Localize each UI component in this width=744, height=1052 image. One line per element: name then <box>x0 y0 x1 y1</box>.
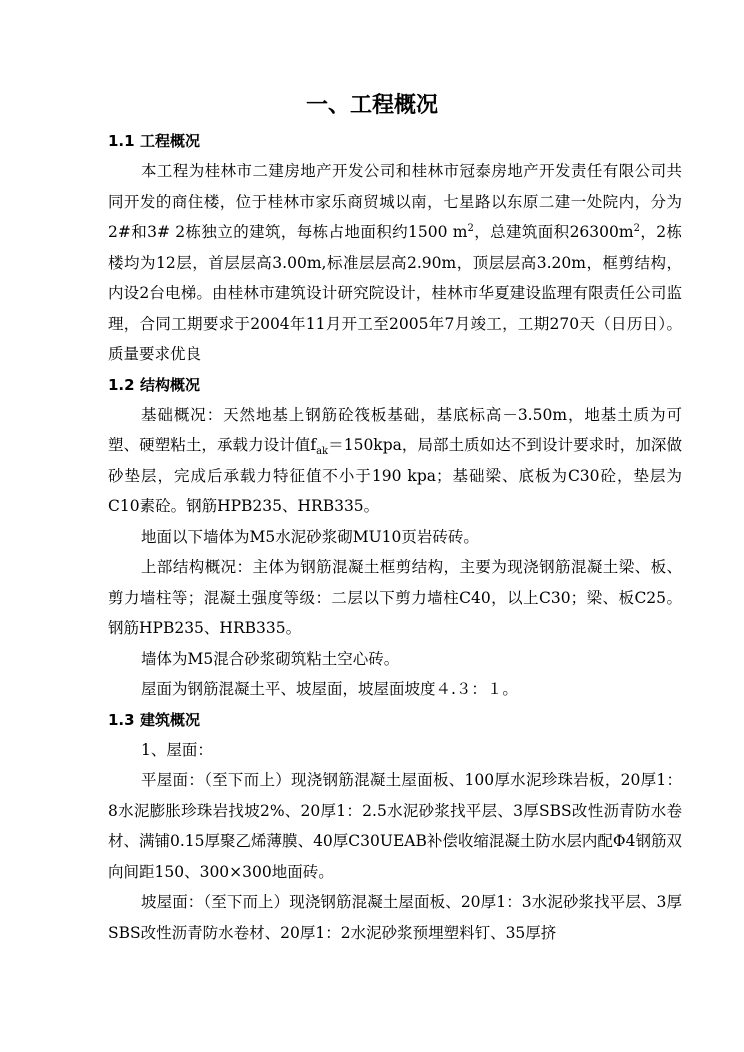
section-title: 工程概况 <box>140 132 201 150</box>
text-run: 基础概况：天然地基上钢筋砼筏板基础，基底标高－3.50m，地基土质为可塑、硬塑粘土，承载力设计值f <box>108 405 682 454</box>
section-heading-1-1 <box>108 126 682 156</box>
section-number: 1.2 <box>108 375 135 394</box>
paragraph-roof: 屋面为钢筋混凝土平、坡屋面，坡屋面坡度４.３：１。 <box>141 680 518 698</box>
superscript: 2 <box>467 222 474 234</box>
page-title: 一、工程概况 <box>305 93 438 118</box>
paragraph-superstructure: 上部结构概况：主体为钢筋混凝土框剪结构，主要为现浇钢筋混凝土梁、板、剪力墙柱等；混凝土强度等级：二层以下剪力墙柱C40，以上C30；梁、板C25。钢筋HPB235、HRB335。 <box>108 558 682 637</box>
paragraph-roof-item: 1、屋面： <box>141 740 213 759</box>
section-number: 1.3 <box>108 710 135 729</box>
subscript: ak <box>316 446 329 458</box>
paragraph-foundation <box>108 400 682 522</box>
paragraph-walls: 墙体为M5混合砂浆砌筑粘土空心砖。 <box>141 649 400 668</box>
section-heading-1-2 <box>108 370 682 400</box>
text-run: ，2栋楼均为12层，首层层高3.00m,标准层层高2.90m，顶层层高3.20m，框剪结构，内设2台电梯。由桂林市建筑设计研究院设计，桂林市华夏建设监理有限责任公司监理，合同工期要求于2004年11月开工至2005年7月竣工，工期270天（日历日）。质量要求优良 <box>108 223 682 363</box>
paragraph-project-overview <box>108 156 682 370</box>
text-run: ＝150kpa，局部土质如达不到设计要求时，加深做砂垫层，完成后承载力特征值不小于190 kpa；基础梁、底板为C30砼，垫层为C10素砼。钢筋HPB235、HRB335。 <box>108 436 682 515</box>
section-title: 结构概况 <box>140 375 201 394</box>
paragraph-flat-roof: 平屋面：（至下而上）现浇钢筋混凝土屋面板、100厚水泥珍珠岩板，20厚1：8水泥膨胀珍珠岩找坡2%、20厚1：2.5水泥砂浆找平层、3厚SBS改性沥青防水卷材、满铺0.15厚聚乙烯薄膜、40厚C30UEAB补偿收缩混凝土防水层内配Φ4钢筋双向间距150、300×300地面砖。 <box>108 771 682 881</box>
paragraph-below-ground-walls: 地面以下墙体为M5水泥砂浆砌MU10页岩砖砖。 <box>141 527 479 546</box>
superscript: 2 <box>633 222 640 234</box>
text-run: ，总建筑面积26300m <box>473 223 634 241</box>
section-title: 建筑概况 <box>140 710 201 729</box>
section-number: 1.1 <box>108 132 135 150</box>
section-heading-1-3 <box>108 705 682 735</box>
paragraph-sloped-roof: 坡屋面：（至下而上）现浇钢筋混凝土屋面板、20厚1：3水泥砂浆找平层、3厚SBS改性沥青防水卷材、20厚1：2水泥砂浆预埋塑料钉、35厚挤 <box>108 893 682 942</box>
document-body <box>108 126 682 948</box>
text-run: 本工程为桂林市二建房地产开发公司和桂林市冠泰房地产开发责任有限公司共同开发的商住楼，位于桂林市家乐商贸城以南，七星路以东原二建一处院内，分为2#和3# 2栋独立的建筑，每栋占地面积约1500 m <box>108 162 682 241</box>
